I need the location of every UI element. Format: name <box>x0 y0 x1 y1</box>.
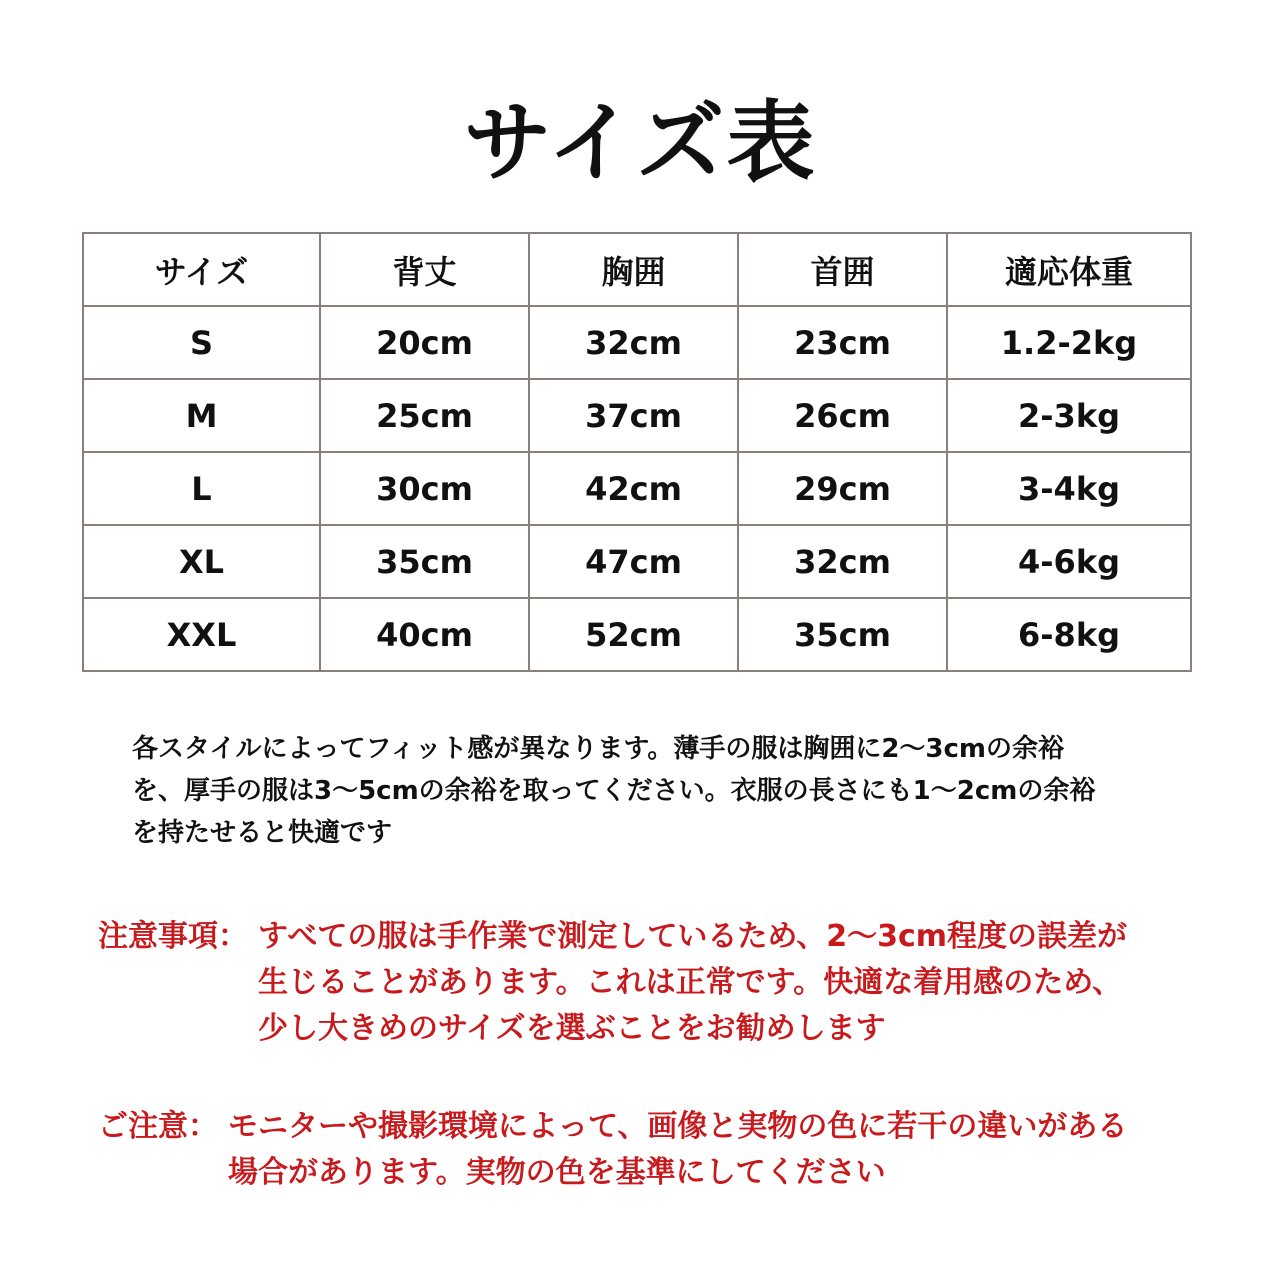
color-caution <box>98 1104 1198 1204</box>
header-weight: 適応体重 <box>947 233 1191 306</box>
cell-chest: 42cm <box>529 452 738 525</box>
measurement-caution <box>98 914 1198 1064</box>
cell-size: M <box>83 379 320 452</box>
cell-back-length: 40cm <box>320 598 529 671</box>
table-row <box>83 525 1191 598</box>
measurement-caution-line: すべての服は手作業で測定しているため、2～3cm程度の誤差が <box>258 919 1127 954</box>
cell-weight: 2-3kg <box>947 379 1191 452</box>
fit-note <box>132 728 1172 854</box>
header-back-length: 背丈 <box>320 233 529 306</box>
page-title: サイズ表 <box>463 91 817 194</box>
cell-weight: 6-8kg <box>947 598 1191 671</box>
cell-chest: 52cm <box>529 598 738 671</box>
color-caution-line: 場合があります。実物の色を基準にしてください <box>228 1155 886 1190</box>
color-caution-label: ご注意： <box>98 1109 218 1144</box>
cell-chest: 32cm <box>529 306 738 379</box>
cell-neck: 35cm <box>738 598 947 671</box>
cell-size: XL <box>83 525 320 598</box>
cell-back-length: 20cm <box>320 306 529 379</box>
table-row <box>83 306 1191 379</box>
cell-neck: 26cm <box>738 379 947 452</box>
cell-neck: 23cm <box>738 306 947 379</box>
size-table <box>82 232 1192 672</box>
table-row <box>83 452 1191 525</box>
fit-note-line: を持たせると快適です <box>132 818 393 848</box>
cell-size: XXL <box>83 598 320 671</box>
cell-chest: 37cm <box>529 379 738 452</box>
header-neck: 首囲 <box>738 233 947 306</box>
fit-note-line: を、厚手の服は3～5cmの余裕を取ってください。衣服の長さにも1～2cmの余裕 <box>132 776 1096 806</box>
measurement-caution-body <box>258 914 1127 1052</box>
fit-note-line: 各スタイルによってフィット感が異なります。薄手の服は胸囲に2～3cmの余裕 <box>132 734 1065 764</box>
measurement-caution-line: 少し大きめのサイズを選ぶことをお勧めします <box>258 1011 886 1046</box>
table-header-row <box>83 233 1191 306</box>
cell-neck: 29cm <box>738 452 947 525</box>
header-size: サイズ <box>83 233 320 306</box>
measurement-caution-line: 生じることがあります。これは正常です。快適な着用感のため、 <box>258 965 1122 1000</box>
cell-neck: 32cm <box>738 525 947 598</box>
cell-weight: 1.2-2kg <box>947 306 1191 379</box>
color-caution-line: モニターや撮影環境によって、画像と実物の色に若干の違いがある <box>228 1109 1128 1144</box>
cell-back-length: 35cm <box>320 525 529 598</box>
cell-weight: 4-6kg <box>947 525 1191 598</box>
measurement-caution-label: 注意事項： <box>98 919 248 954</box>
cell-back-length: 30cm <box>320 452 529 525</box>
cell-weight: 3-4kg <box>947 452 1191 525</box>
table-row <box>83 379 1191 452</box>
cell-size: S <box>83 306 320 379</box>
table-row <box>83 598 1191 671</box>
header-chest: 胸囲 <box>529 233 738 306</box>
color-caution-body <box>228 1104 1127 1196</box>
cell-size: L <box>83 452 320 525</box>
cell-chest: 47cm <box>529 525 738 598</box>
cell-back-length: 25cm <box>320 379 529 452</box>
